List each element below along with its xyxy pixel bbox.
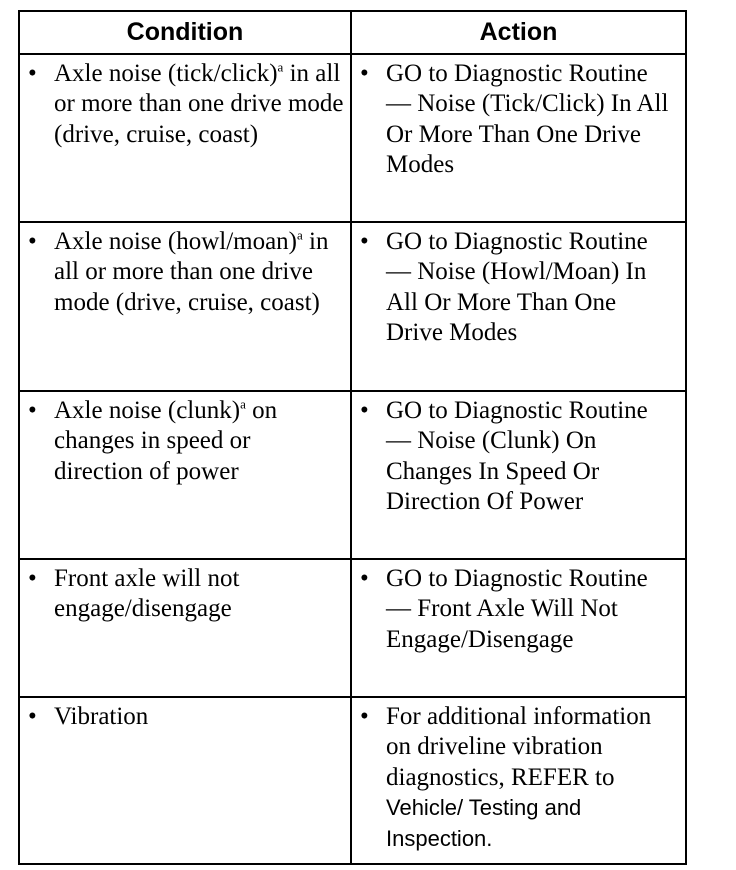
- condition-text: [54, 396, 344, 487]
- footnote-mark: a: [240, 396, 246, 412]
- condition-cell: [19, 222, 351, 391]
- action-header: Action: [351, 11, 686, 54]
- list-item: [28, 59, 344, 150]
- condition-cell: [19, 697, 351, 864]
- bullet: •: [28, 703, 37, 730]
- action-cell: [351, 54, 686, 222]
- table-row: [19, 559, 686, 697]
- condition-text: Front axle will not engage/disengage: [54, 565, 240, 623]
- condition-cell: [19, 559, 351, 697]
- condition-text-main: Axle noise (howl/moan): [54, 228, 298, 255]
- condition-text-main: Axle noise (clunk): [54, 397, 241, 424]
- action-text: GO to Diagnostic Routine — Noise (Clunk) On Changes In Speed Or Direction Of Power: [386, 397, 648, 516]
- condition-text-main: Axle noise (tick/click): [54, 60, 278, 87]
- table-row: [19, 222, 686, 391]
- list-item: [28, 702, 344, 732]
- condition-text: [54, 227, 344, 318]
- condition-text-rest: in all or more than one drive mode (drive, cruise, coast): [54, 228, 329, 316]
- condition-text-rest: on changes in speed or direction of power: [54, 397, 278, 485]
- action-cell: [351, 697, 686, 864]
- list-item: [360, 702, 679, 854]
- footnote-mark: a: [277, 59, 284, 75]
- list-item: [360, 564, 679, 655]
- reference-text: Vehicle/ Testing and Inspection.: [386, 795, 582, 851]
- header-row: [19, 11, 686, 54]
- action-text: GO to Diagnostic Routine — Noise (Tick/Click) In All Or More Than One Drive Modes: [386, 60, 669, 179]
- action-text-main: For additional information on driveline vibration diagnostics, REFER to: [386, 703, 652, 791]
- action-cell: [351, 222, 686, 391]
- diagnostic-table: [18, 10, 687, 865]
- list-item: [28, 396, 344, 487]
- action-text: GO to Diagnostic Routine — Front Axle Will Not Engage/Disengage: [386, 565, 648, 653]
- footnote-mark: a: [297, 227, 303, 243]
- list-item: [360, 227, 679, 349]
- bullet: •: [360, 60, 369, 87]
- condition-header: Condition: [19, 11, 351, 54]
- condition-text: [54, 59, 344, 150]
- action-cell: [351, 391, 686, 559]
- condition-text: Vibration: [54, 703, 149, 730]
- condition-cell: [19, 54, 351, 222]
- bullet: •: [28, 228, 37, 255]
- bullet: •: [28, 60, 37, 87]
- condition-text-rest: in all or more than one drive mode (drive, cruise, coast): [54, 60, 344, 148]
- list-item: [360, 396, 679, 518]
- table-row: [19, 697, 686, 864]
- list-item: [28, 564, 344, 625]
- action-text: GO to Diagnostic Routine — Noise (Howl/Moan) In All Or More Than One Drive Modes: [386, 228, 648, 347]
- list-item: [28, 227, 344, 318]
- bullet: •: [360, 397, 369, 424]
- list-item: [360, 59, 679, 181]
- bullet: •: [28, 397, 37, 424]
- action-text: [386, 702, 679, 854]
- bullet: •: [360, 228, 369, 255]
- bullet: •: [360, 565, 369, 592]
- table-row: [19, 391, 686, 559]
- table-row: [19, 54, 686, 222]
- condition-cell: [19, 391, 351, 559]
- bullet: •: [28, 565, 37, 592]
- action-cell: [351, 559, 686, 697]
- bullet: •: [360, 703, 369, 730]
